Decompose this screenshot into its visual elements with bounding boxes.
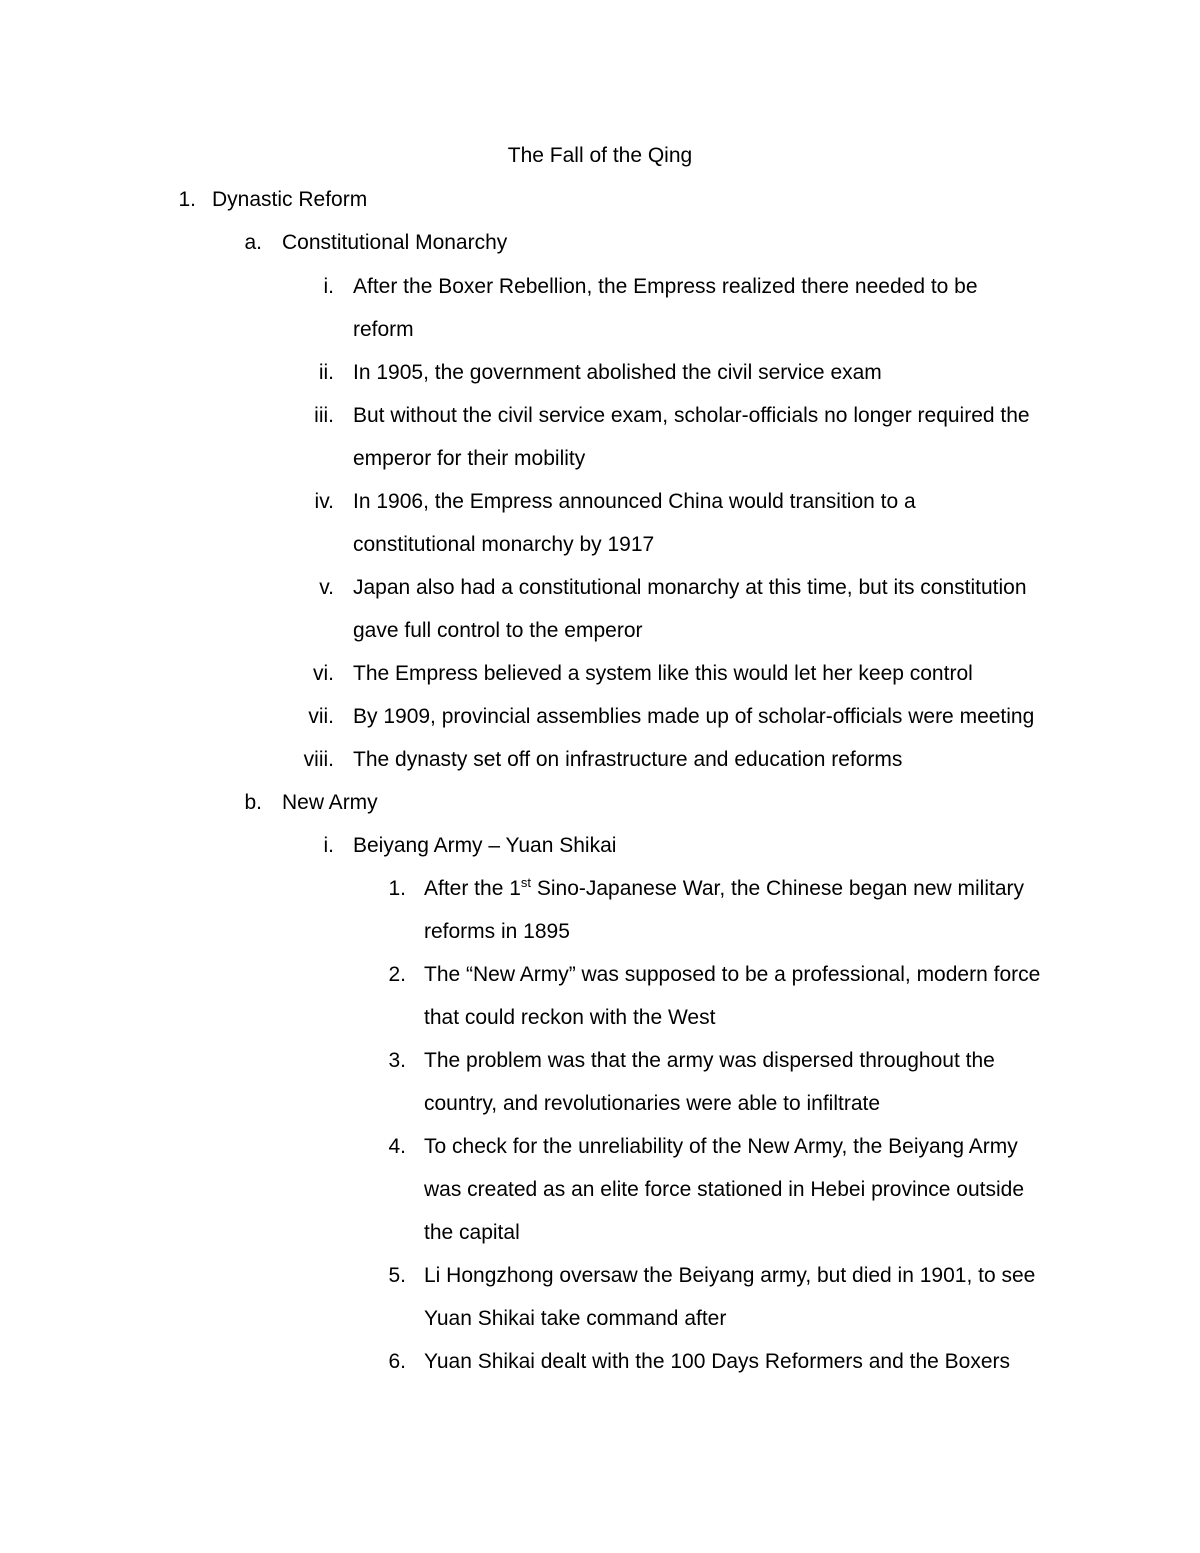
outline-text-line: In 1906, the Empress announced China would transition to a — [353, 490, 916, 513]
outline-text-line: By 1909, provincial assemblies made up of scholar-officials were meeting — [353, 705, 1035, 728]
subsection-heading: Constitutional Monarchy — [282, 231, 508, 254]
outline-numeral: v. — [319, 576, 334, 599]
outline-numeral: vi. — [313, 662, 334, 685]
outline-numeral: ii. — [318, 361, 334, 384]
outline-number: 1. — [388, 877, 406, 900]
outline-number: 2. — [388, 963, 406, 986]
outline-text-line: constitutional monarchy by 1917 — [353, 533, 655, 556]
outline-text-line: reform — [353, 318, 414, 341]
outline-text-line: reforms in 1895 — [424, 920, 570, 943]
outline-number: 3. — [388, 1049, 406, 1072]
outline-text-line: Japan also had a constitutional monarchy at this time, but its constitution — [353, 576, 1027, 599]
outline-text-line: gave full control to the emperor — [353, 619, 643, 642]
outline-number: 1. — [178, 188, 196, 211]
outline-text-line — [424, 874, 1024, 904]
outline-numeral: vii. — [308, 705, 334, 728]
outline-number: 5. — [388, 1264, 406, 1287]
outline-text-line: The “New Army” was supposed to be a professional, modern force — [424, 963, 1041, 986]
section-heading: Dynastic Reform — [212, 188, 368, 211]
outline-letter: a. — [244, 231, 262, 254]
outline-text-line: In 1905, the government abolished the civil service exam — [353, 361, 882, 384]
subsection-heading: New Army — [282, 791, 378, 814]
outline-text-line: Yuan Shikai take command after — [424, 1307, 727, 1330]
outline-text-line: country, and revolutionaries were able to infiltrate — [424, 1092, 881, 1115]
outline-text-line: Beiyang Army – Yuan Shikai — [353, 834, 617, 857]
document-title: The Fall of the Qing — [507, 144, 693, 167]
outline-text-line: Li Hongzhong oversaw the Beiyang army, but died in 1901, to see — [424, 1264, 1036, 1287]
outline-text-line: To check for the unreliability of the New Army, the Beiyang Army — [424, 1135, 1018, 1158]
outline-numeral: viii. — [303, 748, 334, 771]
outline-text-line: The problem was that the army was dispersed throughout the — [424, 1049, 995, 1072]
outline-numeral: iv. — [314, 490, 334, 513]
outline-numeral: i. — [323, 834, 334, 857]
outline-number: 4. — [388, 1135, 406, 1158]
text-run: Sino-Japanese War, the Chinese began new military — [531, 877, 1025, 900]
outline-letter: b. — [244, 791, 262, 814]
outline-text-line: The Empress believed a system like this would let her keep control — [353, 662, 973, 685]
outline-text-line: But without the civil service exam, scholar-officials no longer required the — [353, 404, 1030, 427]
outline-text-line: emperor for their mobility — [353, 447, 586, 470]
outline-text-line: After the Boxer Rebellion, the Empress realized there needed to be — [353, 275, 978, 298]
outline-text-line: that could reckon with the West — [424, 1006, 716, 1029]
outline-text-line: The dynasty set off on infrastructure and education reforms — [353, 748, 903, 771]
outline-text-line: the capital — [424, 1221, 520, 1244]
outline-number: 6. — [388, 1350, 406, 1373]
outline-numeral: iii. — [314, 404, 334, 427]
outline-text-line: was created as an elite force stationed in Hebei province outside — [424, 1178, 1025, 1201]
text-run: After the 1 — [424, 877, 521, 900]
outline-numeral: i. — [323, 275, 334, 298]
ordinal-superscript: st — [520, 875, 532, 890]
outline-text-line: Yuan Shikai dealt with the 100 Days Reformers and the Boxers — [424, 1350, 1010, 1373]
